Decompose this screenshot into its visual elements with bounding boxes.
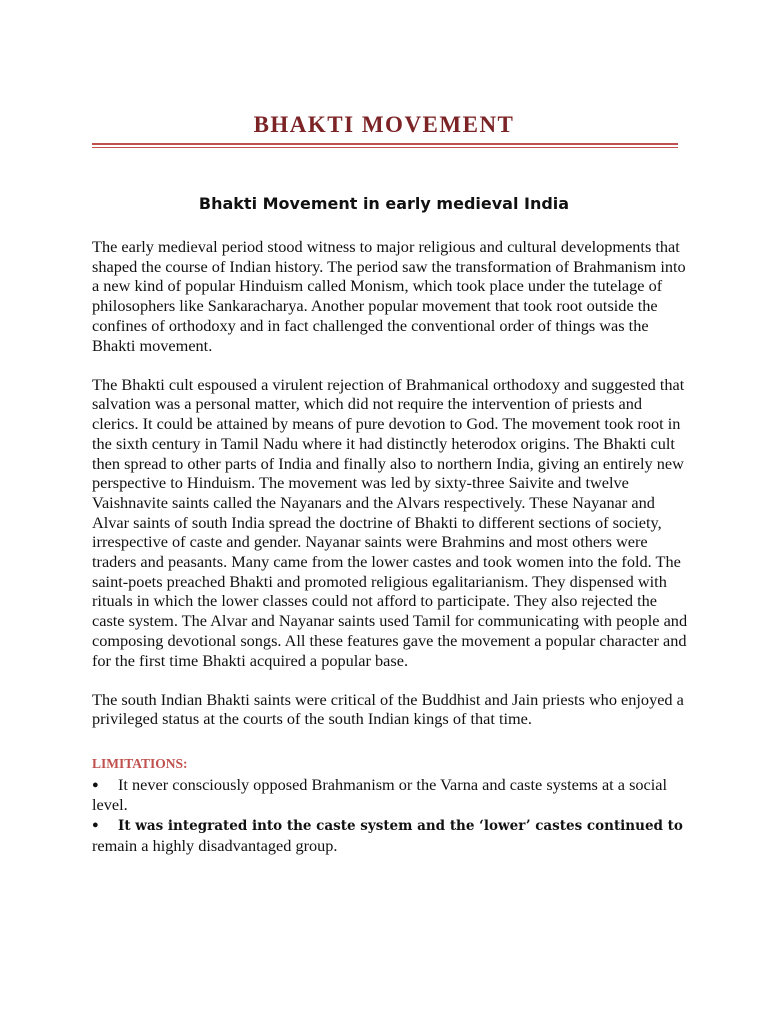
title-underline-thin (92, 147, 678, 148)
limitation-item-text: It never consciously opposed Brahmanism or the Varna and caste systems at a social level. (92, 775, 668, 815)
paragraph-bhakti-cult: The Bhakti cult espoused a virulent rejection of Brahmanical orthodoxy and suggested that salvation was a personal matter, which did not require the intervention of priests and clerics. It could be attained by means of pure devotion to God. The movement took root in the sixth century in Tamil Nadu where it had distinctly heterodox origins. The Bhakti cult then spread to other parts of India and finally also to northern India, giving an entirely new perspective to Hinduism. The movement was led by sixty-three Saivite and twelve Vaishnavite saints called the Nayanars and the Alvars respectively. These Nayanar and Alvar saints of south India spread the doctrine of Bhakti to different sections of society, irrespective of caste and gender. Nayanar saints were Brahmins and most others were traders and peasants. Many came from the lower castes and took women into the fold. The saint-poets preached Bhakti and promoted religious egalitarianism. They dispensed with rituals in which the lower classes could not afford to participate. They also rejected the caste system. The Alvar and Nayanar saints used Tamil for communicating with people and composing devotional songs. All these features gave the movement a popular character and for the first time Bhakti acquired a popular base. (92, 374, 688, 670)
bullet-icon: ● (92, 779, 99, 792)
limitations-heading: LIMITATIONS: (92, 756, 188, 772)
limitation-item-bold-text: It was integrated into the caste system and the ‘lower’ castes continued to (118, 818, 683, 835)
paragraph-south-indian-saints: The south Indian Bhakti saints were critical of the Buddhist and Jain priests who enjoyed a privileged status at the courts of the south Indian kings of that time. (92, 689, 684, 729)
document-title: BHAKTI MOVEMENT (253, 112, 515, 137)
body-content (92, 237, 688, 856)
limitation-item (92, 815, 688, 856)
paragraph-intro: The early medieval period stood witness to major religious and cultural developments that shaped the course of Indian history. The period saw the transformation of Brahmanism into a new kind of popular Hinduism called Monism, which took place under the tutelage of philosophers like Sankaracharya. Another popular movement that took root outside the confines of orthodoxy and in fact challenged the conventional order of things was the Bhakti movement. (92, 237, 686, 355)
limitation-item (92, 775, 688, 815)
bullet-icon: ● (92, 819, 99, 832)
section-subtitle: Bhakti Movement in early medieval India (198, 194, 570, 213)
title-underline-thick (92, 143, 678, 145)
limitation-item-text: remain a highly disadvantaged group. (92, 836, 338, 856)
